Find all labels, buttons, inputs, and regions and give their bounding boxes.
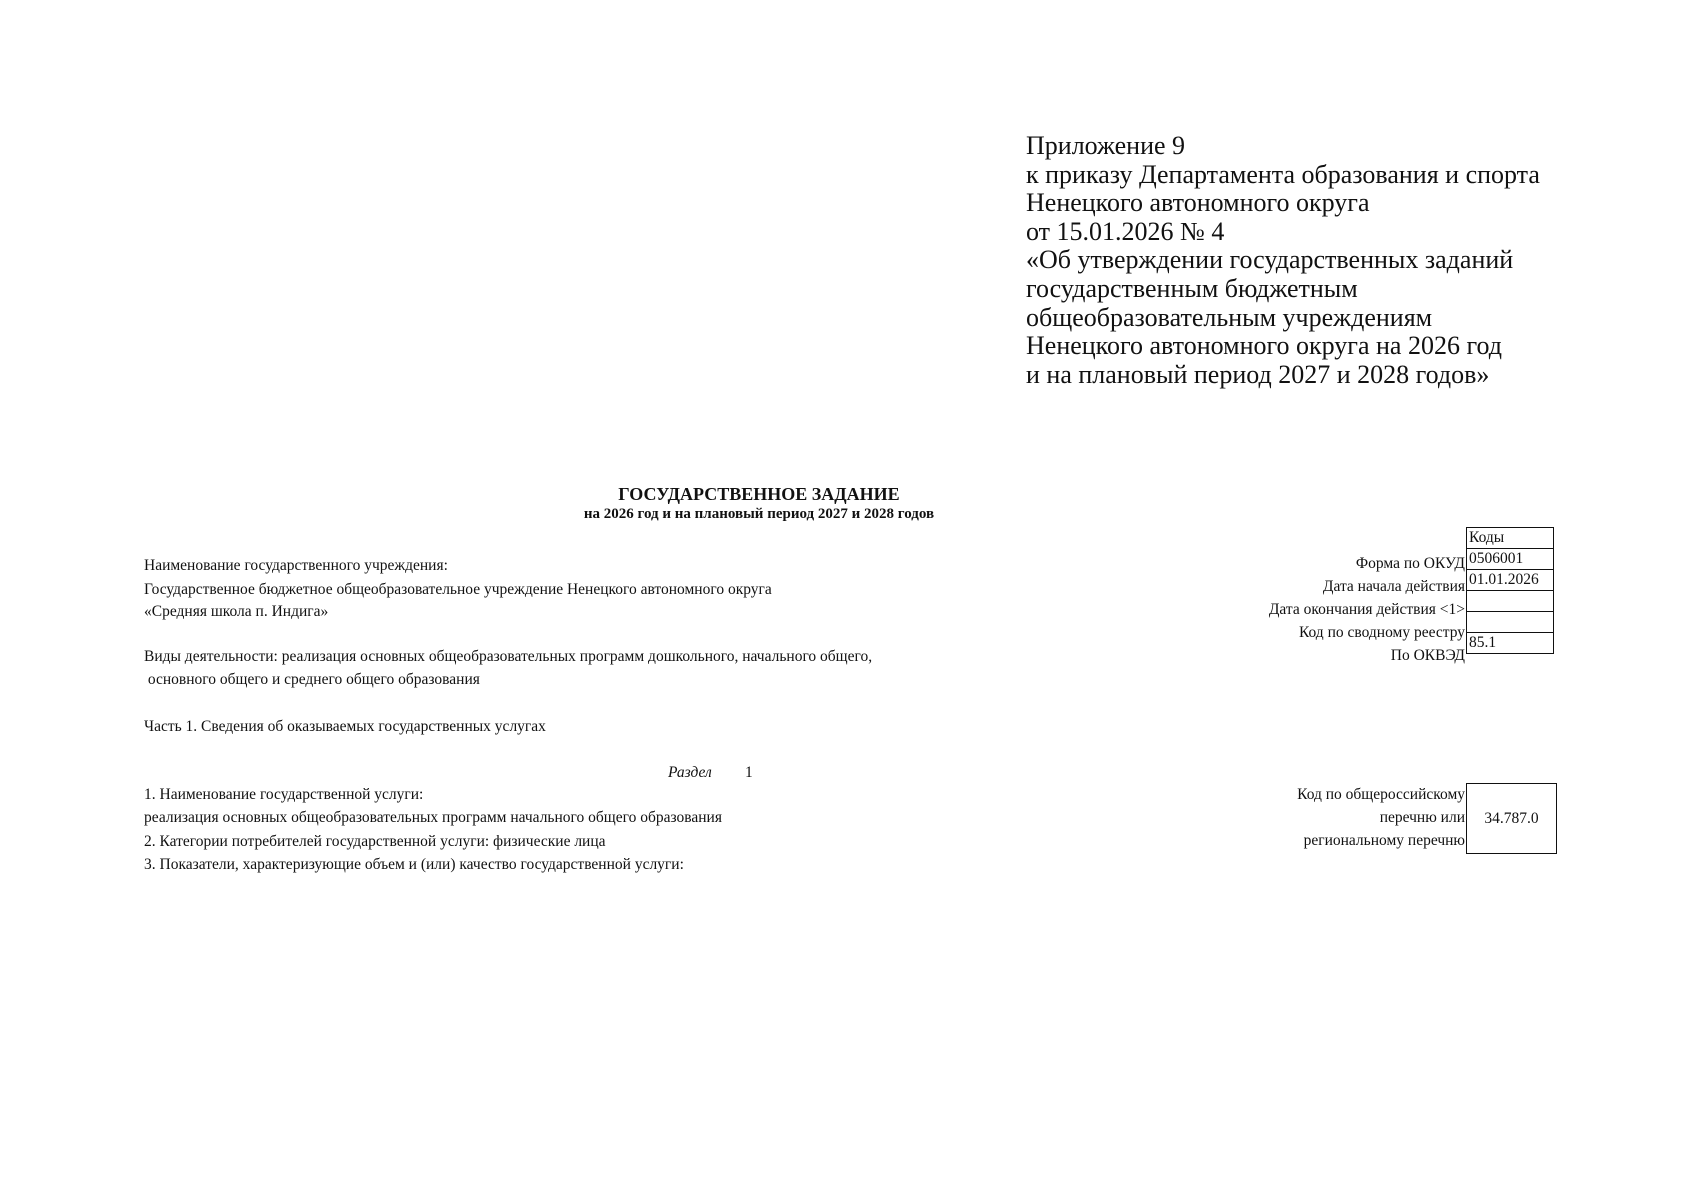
service-consumers: 2. Категории потребителей государственной услуги: физические лица xyxy=(144,833,606,850)
institution-label: Наименование государственного учреждения: xyxy=(144,557,448,574)
annex-line: от 15.01.2026 № 4 xyxy=(1026,216,1225,246)
code-value-start-date: 01.01.2026 xyxy=(1467,570,1554,591)
document-subtitle: на 2026 год и на плановый период 2027 и 2028 годов xyxy=(583,506,935,522)
code-value-okud: 0506001 xyxy=(1467,549,1554,570)
code-value-okved: 85.1 xyxy=(1467,633,1554,654)
code-value-registry xyxy=(1467,612,1554,633)
code-label-okved: По ОКВЭД xyxy=(1390,647,1465,664)
codes-header: Коды xyxy=(1467,528,1554,549)
activities-line2: основного общего и среднего общего образования xyxy=(144,671,480,688)
service-name-label: 1. Наименование государственной услуги: xyxy=(144,786,424,803)
annex-block xyxy=(1026,132,1540,389)
service-code-value: 34.787.0 xyxy=(1484,809,1539,827)
annex-line: государственным бюджетным xyxy=(1026,273,1358,303)
service-indicators: 3. Показатели, характеризующие объем и (или) качество государственной услуги: xyxy=(144,856,684,873)
service-name-value: реализация основных общеобразовательных программ начального общего образования xyxy=(144,809,722,826)
activities-line1: Виды деятельности: реализация основных общеобразовательных программ дошкольного, начального общего, xyxy=(144,648,873,665)
service-code-box xyxy=(1466,783,1557,854)
annex-line: Ненецкого автономного округа xyxy=(1026,188,1370,218)
institution-name-line1: Государственное бюджетное общеобразовательное учреждение Ненецкого автономного округа xyxy=(144,581,772,598)
service-code-label-line1: Код по общероссийскому xyxy=(1297,786,1465,803)
annex-line: общеобразовательным учреждениям xyxy=(1026,302,1433,332)
section-label: Раздел xyxy=(668,764,712,781)
code-value-end-date xyxy=(1467,591,1554,612)
annex-line: Ненецкого автономного округа на 2026 год xyxy=(1026,331,1502,361)
code-label-registry: Код по сводному реестру xyxy=(1298,624,1465,641)
code-label-start-date: Дата начала действия xyxy=(1322,578,1465,595)
codes-table xyxy=(1466,527,1554,654)
document-title: ГОСУДАРСТВЕННОЕ ЗАДАНИЕ xyxy=(618,484,900,504)
section-number: 1 xyxy=(745,764,753,781)
service-code-label-line3: региональному перечню xyxy=(1303,832,1465,849)
service-code-label-line2: перечню или xyxy=(1379,809,1465,826)
annex-line: Приложение 9 xyxy=(1026,131,1186,160)
code-label-end-date: Дата окончания действия <1> xyxy=(1268,601,1465,618)
annex-line: к приказу Департамента образования и спорта xyxy=(1026,159,1540,189)
annex-line: и на плановый период 2027 и 2028 годов» xyxy=(1026,359,1490,389)
annex-line: «Об утверждении государственных заданий xyxy=(1026,245,1514,275)
institution-name-line2: «Средняя школа п. Индига» xyxy=(144,603,329,620)
part1-heading: Часть 1. Сведения об оказываемых государственных услугах xyxy=(144,718,546,735)
code-label-okud: Форма по ОКУД xyxy=(1355,555,1465,572)
